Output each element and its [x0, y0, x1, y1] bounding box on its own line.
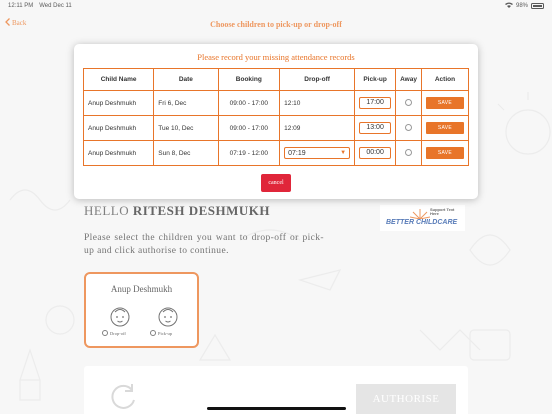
table-row [84, 116, 469, 141]
greeting-prefix: HELLO [84, 203, 130, 218]
table-row [84, 91, 469, 116]
cell-child-name: Anup Deshmukh [84, 116, 154, 141]
col-header: Away [396, 69, 422, 91]
save-button[interactable]: SAVE [426, 97, 464, 109]
instructions-text: Please select the children you want to drop-off or pick-up and click authorise to continue. [84, 233, 324, 256]
col-header: Action [421, 69, 468, 91]
col-header: Pick-up [355, 69, 396, 91]
col-header: Date [154, 69, 218, 91]
col-header: Child Name [84, 69, 154, 91]
cell-date: Sun 8, Dec [154, 141, 218, 166]
authorise-button[interactable]: AUTHORISE [356, 384, 456, 414]
cell-date: Tue 10, Dec [154, 116, 218, 141]
cancel-button[interactable]: cancel [261, 174, 291, 192]
child-card-name: Anup Deshmukh [110, 284, 173, 294]
col-header: Booking [218, 69, 280, 91]
modal-title: Please record your missing attendance records [197, 52, 355, 62]
away-radio[interactable] [405, 99, 412, 106]
table-header-row [84, 69, 469, 91]
status-date: Wed Dec 11 [39, 3, 72, 9]
away-radio[interactable] [405, 124, 412, 131]
dropoff-label: Drop-off [110, 331, 126, 336]
page-title: Choose children to pick-up or drop-off [210, 19, 342, 29]
pickup-time-input[interactable]: 17:00 [359, 97, 391, 109]
logo-name: BETTER CHILDCARE [386, 219, 458, 226]
cell-booking: 09:00 - 17:00 [218, 116, 280, 141]
pickup-time-input[interactable]: 13:00 [359, 122, 391, 134]
cell-dropoff: 12:10 [280, 91, 355, 116]
cell-child-name: Anup Deshmukh [84, 91, 154, 116]
logo-tagline: Support Text Here [430, 207, 455, 216]
table-row [84, 141, 469, 166]
attendance-table [83, 68, 469, 166]
cell-date: Fri 6, Dec [154, 91, 218, 116]
cell-booking: 09:00 - 17:00 [218, 91, 280, 116]
pickup-time-input[interactable]: 00:00 [359, 147, 391, 159]
attendance-modal [74, 44, 478, 199]
dropoff-select-value: 07:19 [288, 149, 306, 157]
chevron-down-icon: ▼ [340, 150, 347, 156]
battery-percent: 98% [515, 3, 528, 9]
away-radio[interactable] [405, 149, 412, 156]
home-indicator[interactable] [207, 407, 346, 410]
back-label: Back [12, 19, 27, 27]
status-time: 12:11 PM [8, 3, 34, 9]
save-button[interactable]: SAVE [426, 122, 464, 134]
cell-booking: 07:19 - 12:00 [218, 141, 280, 166]
cell-child-name: Anup Deshmukh [84, 141, 154, 166]
user-name: RITESH DESHMUKH [132, 203, 271, 218]
col-header: Drop-off [280, 69, 355, 91]
dropoff-time-select[interactable] [284, 147, 350, 159]
pickup-label: Pick-up [158, 331, 172, 336]
save-button[interactable]: SAVE [426, 147, 464, 159]
cell-dropoff: 12:09 [280, 116, 355, 141]
